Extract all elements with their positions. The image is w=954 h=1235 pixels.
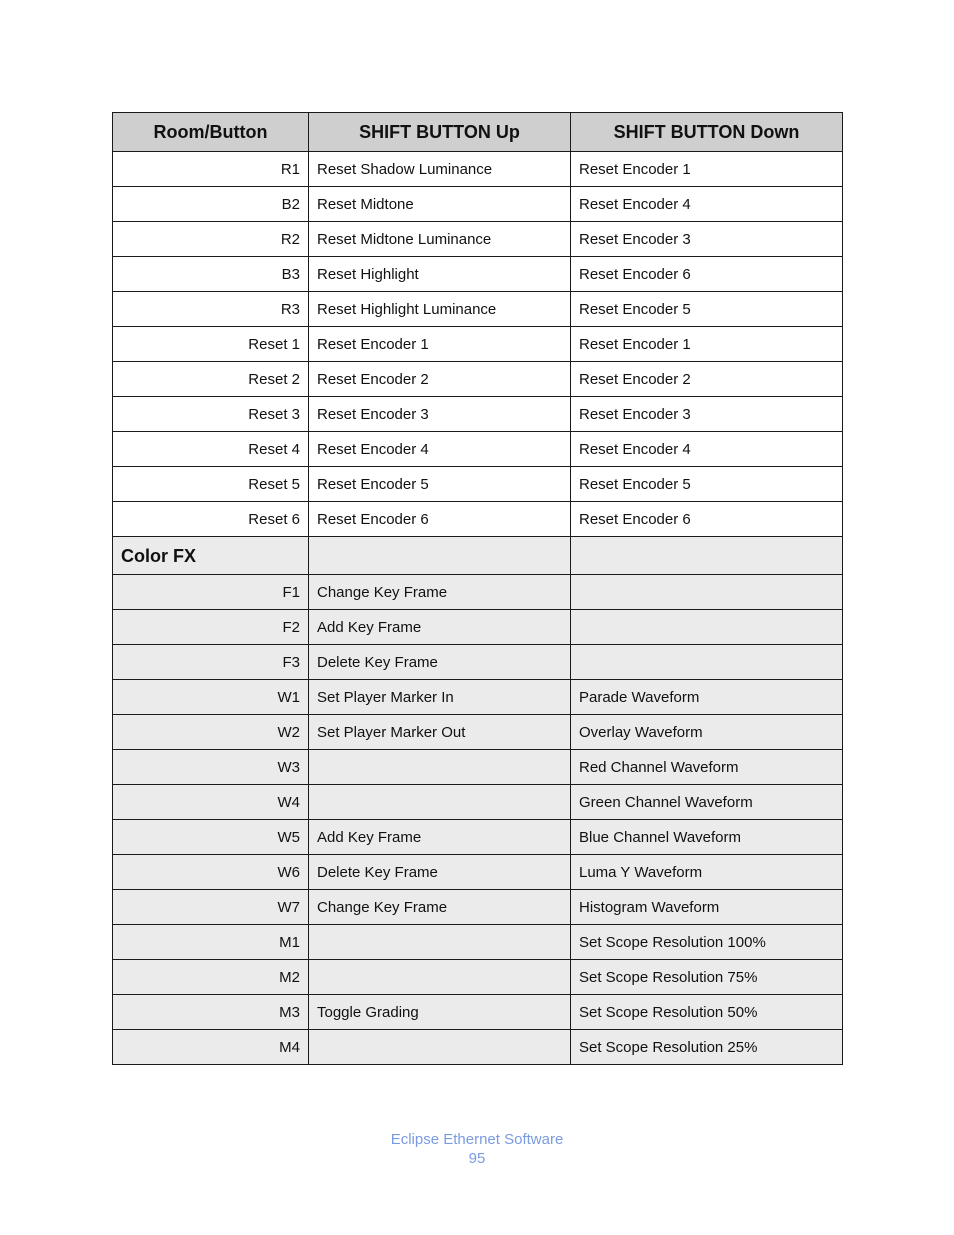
cell-key: R3 xyxy=(113,292,309,327)
cell-down: Reset Encoder 4 xyxy=(571,432,843,467)
cell-up xyxy=(309,785,571,820)
cell-down xyxy=(571,645,843,680)
cell-key: F1 xyxy=(113,575,309,610)
cell-key: Reset 2 xyxy=(113,362,309,397)
cell-down: Reset Encoder 3 xyxy=(571,222,843,257)
cell-up: Set Player Marker Out xyxy=(309,715,571,750)
cell-key: Reset 4 xyxy=(113,432,309,467)
cell-up: Reset Highlight xyxy=(309,257,571,292)
cell-up: Add Key Frame xyxy=(309,610,571,645)
cell-up: Set Player Marker In xyxy=(309,680,571,715)
cell-up: Reset Encoder 6 xyxy=(309,502,571,537)
cell-down: Reset Encoder 1 xyxy=(571,152,843,187)
cell-down: Green Channel Waveform xyxy=(571,785,843,820)
cell-up xyxy=(309,537,571,575)
cell-up: Add Key Frame xyxy=(309,820,571,855)
cell-down: Set Scope Resolution 100% xyxy=(571,925,843,960)
cell-up: Reset Encoder 3 xyxy=(309,397,571,432)
cell-down: Set Scope Resolution 25% xyxy=(571,1030,843,1065)
cell-down: Set Scope Resolution 75% xyxy=(571,960,843,995)
cell-key: M4 xyxy=(113,1030,309,1065)
cell-key: W7 xyxy=(113,890,309,925)
cell-down xyxy=(571,575,843,610)
cell-down: Reset Encoder 2 xyxy=(571,362,843,397)
section-title-color-fx: Color FX xyxy=(113,537,309,575)
cell-up: Change Key Frame xyxy=(309,575,571,610)
cell-up: Reset Midtone Luminance xyxy=(309,222,571,257)
cell-key: Reset 6 xyxy=(113,502,309,537)
section-header-row xyxy=(113,537,843,575)
cell-down: Parade Waveform xyxy=(571,680,843,715)
cell-up: Change Key Frame xyxy=(309,890,571,925)
cell-key: Reset 3 xyxy=(113,397,309,432)
header-shift-up: SHIFT BUTTON Up xyxy=(309,113,571,152)
cell-key: W3 xyxy=(113,750,309,785)
cell-down: Reset Encoder 1 xyxy=(571,327,843,362)
cell-key: Reset 1 xyxy=(113,327,309,362)
cell-up: Reset Encoder 2 xyxy=(309,362,571,397)
cell-up xyxy=(309,1030,571,1065)
cell-key: W5 xyxy=(113,820,309,855)
cell-up: Delete Key Frame xyxy=(309,645,571,680)
cell-down: Red Channel Waveform xyxy=(571,750,843,785)
cell-down: Reset Encoder 5 xyxy=(571,467,843,502)
cell-up: Reset Encoder 4 xyxy=(309,432,571,467)
cell-down: Reset Encoder 5 xyxy=(571,292,843,327)
cell-down: Reset Encoder 3 xyxy=(571,397,843,432)
cell-up: Reset Shadow Luminance xyxy=(309,152,571,187)
header-shift-down: SHIFT BUTTON Down xyxy=(571,113,843,152)
cell-down: Overlay Waveform xyxy=(571,715,843,750)
cell-key: M2 xyxy=(113,960,309,995)
cell-down: Histogram Waveform xyxy=(571,890,843,925)
cell-key: M3 xyxy=(113,995,309,1030)
cell-up: Reset Midtone xyxy=(309,187,571,222)
cell-up xyxy=(309,960,571,995)
cell-up: Reset Encoder 5 xyxy=(309,467,571,502)
cell-up xyxy=(309,925,571,960)
cell-key: F3 xyxy=(113,645,309,680)
cell-up: Reset Encoder 1 xyxy=(309,327,571,362)
cell-down: Set Scope Resolution 50% xyxy=(571,995,843,1030)
cell-key: B2 xyxy=(113,187,309,222)
cell-up: Toggle Grading xyxy=(309,995,571,1030)
cell-key: R1 xyxy=(113,152,309,187)
cell-down: Reset Encoder 6 xyxy=(571,502,843,537)
cell-key: W6 xyxy=(113,855,309,890)
cell-key: W4 xyxy=(113,785,309,820)
cell-down: Blue Channel Waveform xyxy=(571,820,843,855)
cell-down: Reset Encoder 4 xyxy=(571,187,843,222)
cell-key: W1 xyxy=(113,680,309,715)
cell-up: Reset Highlight Luminance xyxy=(309,292,571,327)
cell-up xyxy=(309,750,571,785)
cell-up: Delete Key Frame xyxy=(309,855,571,890)
page-number: 95 xyxy=(468,1150,486,1167)
cell-key: F2 xyxy=(113,610,309,645)
cell-key: B3 xyxy=(113,257,309,292)
button-mapping-table xyxy=(112,112,843,1065)
cell-down xyxy=(571,537,843,575)
cell-key: W2 xyxy=(113,715,309,750)
table-header-row xyxy=(113,113,843,152)
cell-key: Reset 5 xyxy=(113,467,309,502)
footer-title: Eclipse Ethernet Software xyxy=(390,1131,564,1148)
cell-down xyxy=(571,610,843,645)
cell-key: M1 xyxy=(113,925,309,960)
cell-down: Luma Y Waveform xyxy=(571,855,843,890)
cell-down: Reset Encoder 6 xyxy=(571,257,843,292)
header-room-button: Room/Button xyxy=(113,113,309,152)
cell-key: R2 xyxy=(113,222,309,257)
